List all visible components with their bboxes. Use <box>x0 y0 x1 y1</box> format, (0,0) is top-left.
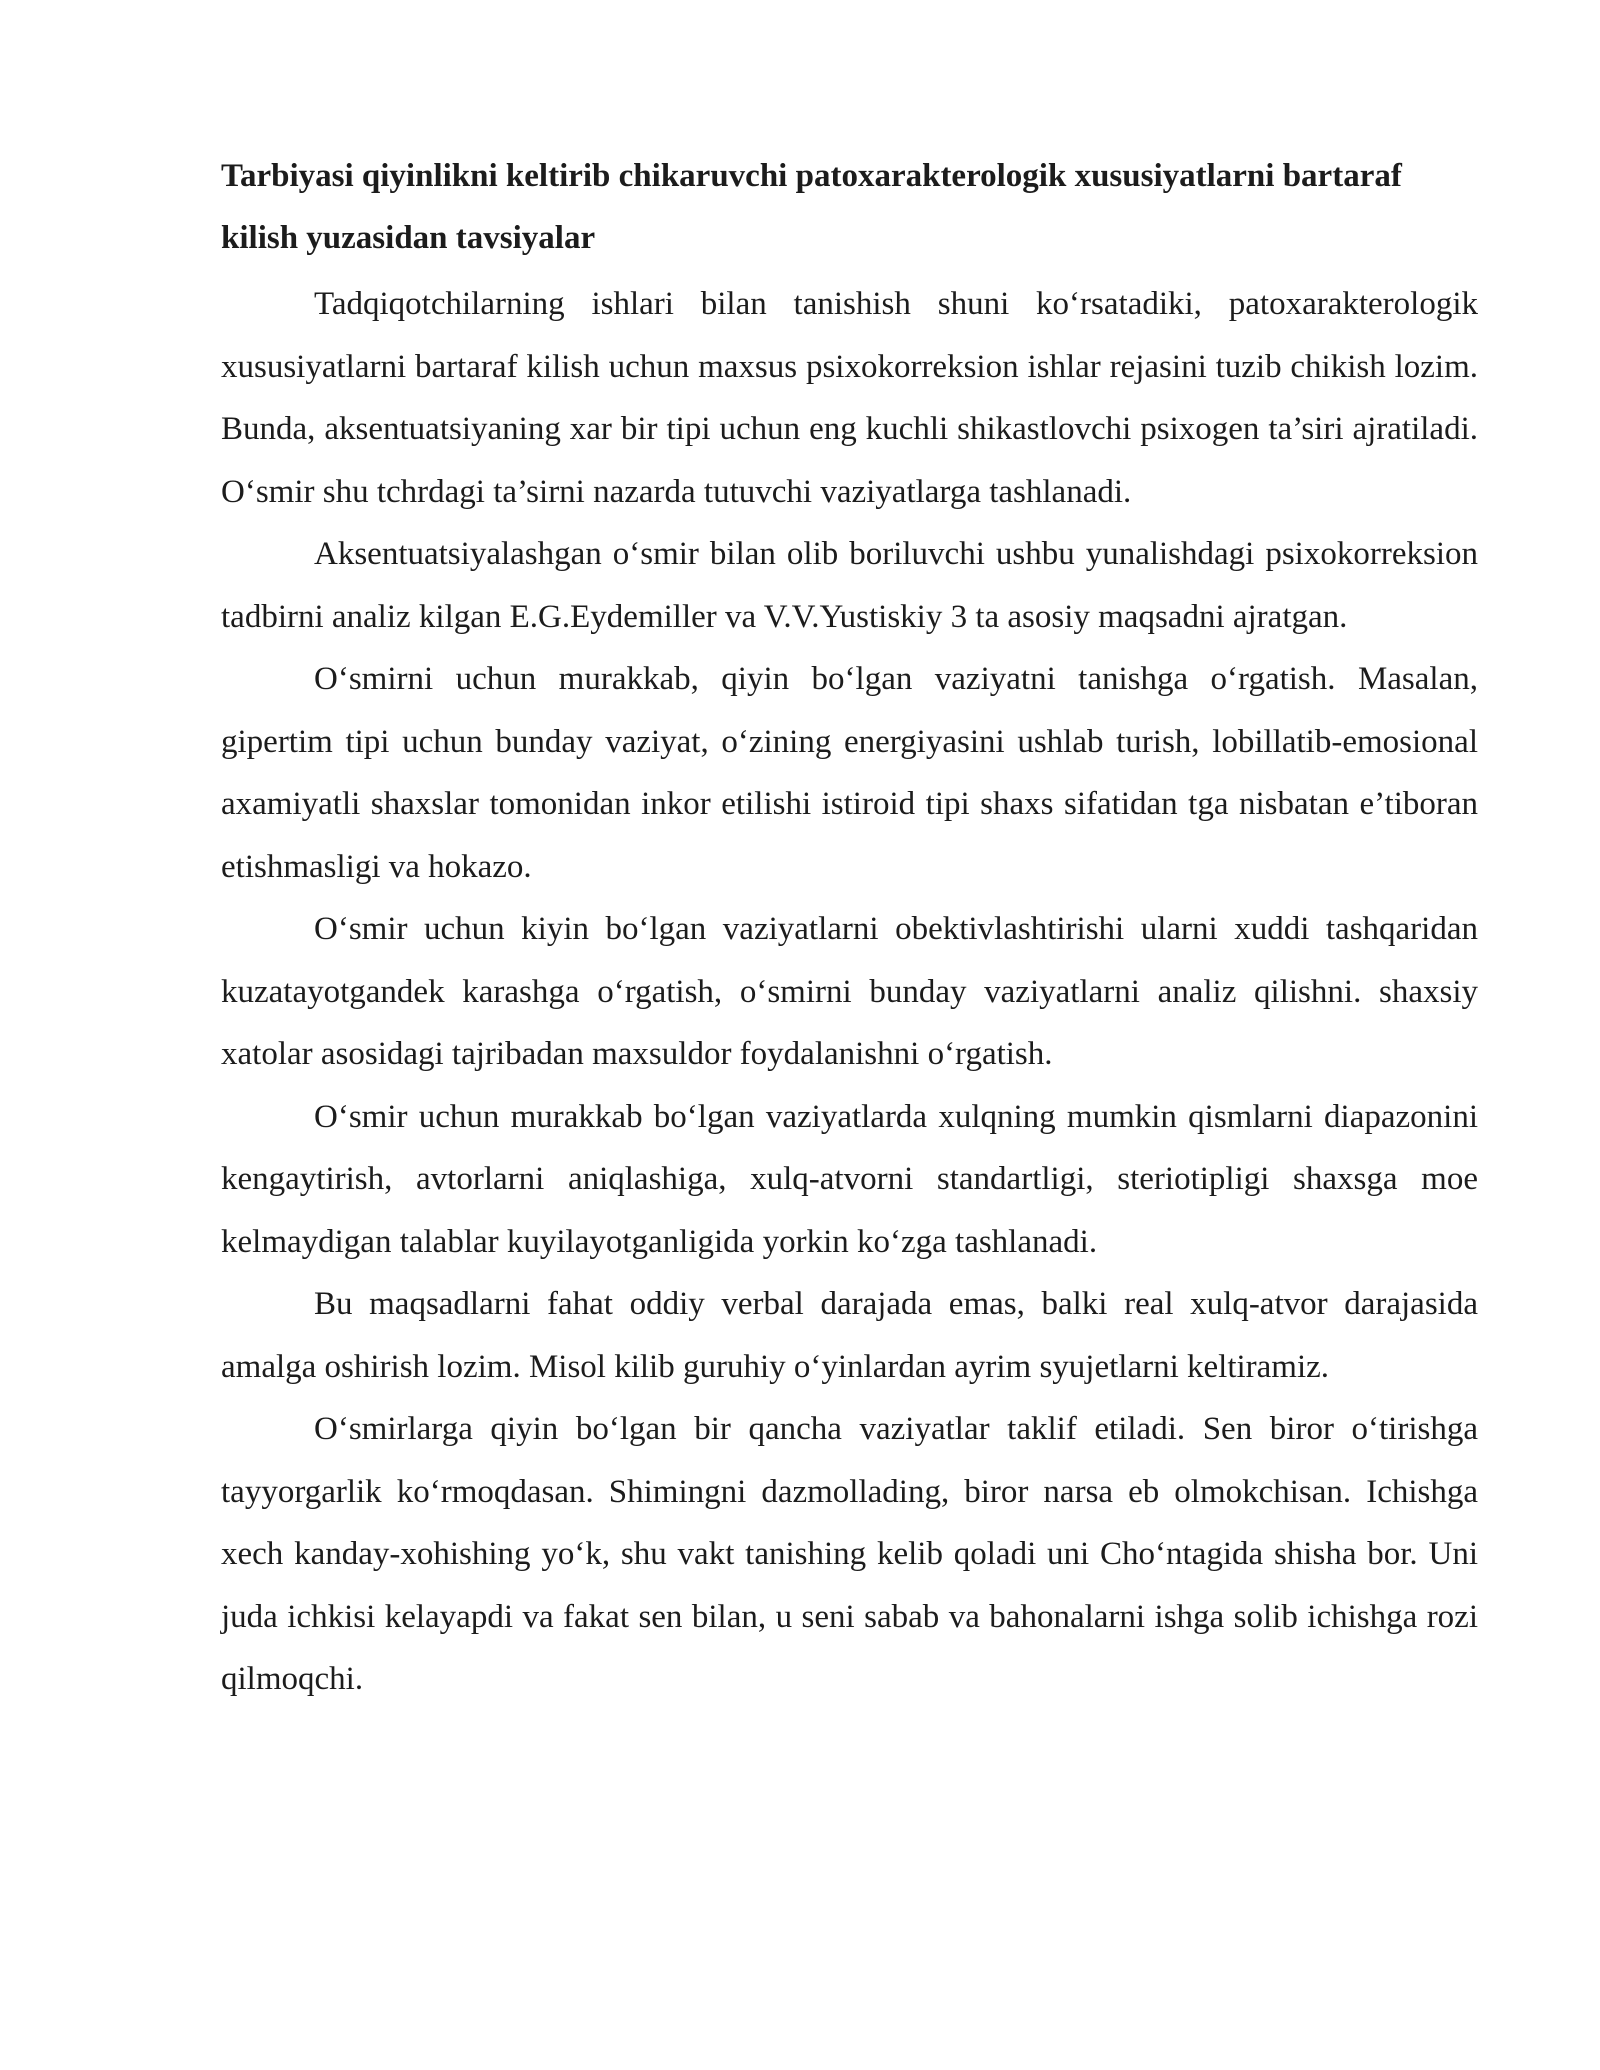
paragraph-7: O‘smirlarga qiyin bo‘lgan bir qancha vaziyatlar taklif etiladi. Sen biror o‘tirishga tayyorgarlik ko‘rmoqdasan. Shimingni dazmollading, biror narsa eb olmokchisan. Ichishga xech kanday-xohishing yo‘k, shu vakt tanishing kelib qoladi uni Cho‘ntagida shisha bor. Uni juda ichkisi kelayapdi va fakat sen bilan, u seni sabab va bahonalarni ishga solib ichishga rozi qilmoqchi. <box>221 1411 1478 1697</box>
document-page <box>221 145 1478 1711</box>
paragraph-1: Tadqiqotchilarning ishlari bilan tanishish shuni ko‘rsatadiki, patoxarakterologik xususiyatlarni bartaraf kilish uchun maxsus psixokorreksion ishlar rejasini tuzib chikish lozim. Bunda, aksentuatsiyaning xar bir tipi uchun eng kuchli shikastlovchi psixogen ta’siri ajratiladi. O‘smir shu tchrdagi ta’sirni nazarda tutuvchi vaziyatlarga tashlanadi. <box>221 286 1478 510</box>
paragraph-4: O‘smir uchun kiyin bo‘lgan vaziyatlarni obektivlashtirishi ularni xuddi tashqaridan kuzatayotgandek karashga o‘rgatish, o‘smirni bunday vaziyatlarni analiz qilishni. shaxsiy xatolar asosidagi tajribadan maxsuldor foydalanishni o‘rgatish. <box>221 911 1478 1072</box>
document-title: Tarbiyasi qiyinlikni keltirib chikaruvchi patoxarakterologik xususiyatlarni bartaraf kilish yuzasidan tavsiyalar <box>221 158 1402 256</box>
paragraph-5: O‘smir uchun murakkab bo‘lgan vaziyatlarda xulqning mumkin qismlarni diapazonini kengaytirish, avtorlarni aniqlashiga, xulq-atvorni standartligi, steriotipligi shaxsga moe kelmaydigan talablar kuyilayotganligida yorkin ko‘zga tashlanadi. <box>221 1098 1478 1260</box>
paragraph-6: Bu maqsadlarni fahat oddiy verbal darajada emas, balki real xulq-atvor darajasida amalga oshirish lozim. Misol kilib guruhiy o‘yinlardan ayrim syujetlarni keltiramiz. <box>221 1286 1478 1385</box>
paragraph-3: O‘smirni uchun murakkab, qiyin bo‘lgan vaziyatni tanishga o‘rgatish. Masalan, gipertim tipi uchun bunday vaziyat, o‘zining energiyasini ushlab turish, lobillatib-emosional axamiyatli shaxslar tomonidan inkor etilishi istiroid tipi shaxs sifatidan tga nisbatan e’tiboran etishmasligi va hokazo. <box>221 661 1478 885</box>
paragraph-2: Aksentuatsiyalashgan o‘smir bilan olib boriluvchi ushbu yunalishdagi psixokorreksion tadbirni analiz kilgan E.G.Eydemiller va V.V.Yustiskiy 3 ta asosiy maqsadni ajratgan. <box>221 536 1478 635</box>
